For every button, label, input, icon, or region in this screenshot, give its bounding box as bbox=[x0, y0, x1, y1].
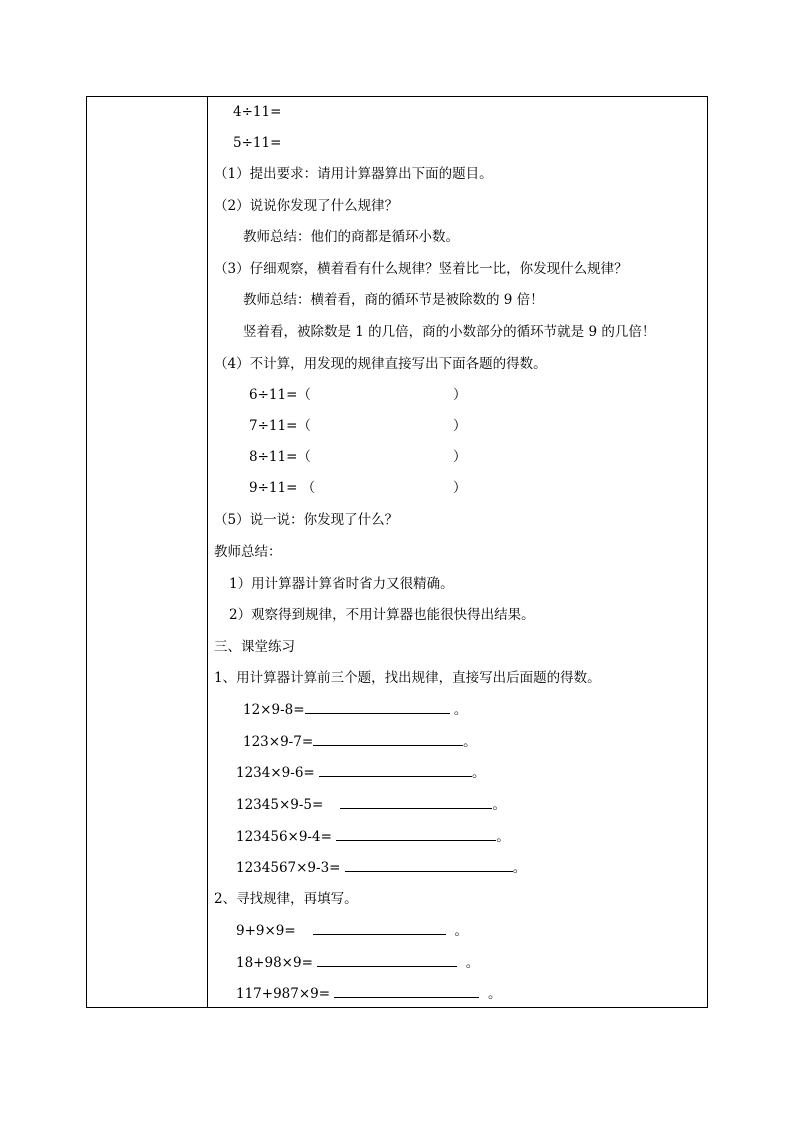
exercise-expression: 117+987×9= bbox=[236, 986, 331, 1002]
exercise-row bbox=[236, 828, 510, 846]
question-text: 6÷11=（ bbox=[249, 387, 311, 403]
text-line: （3）仔细观察，横着看有什么规律？竖着比一比，你发现什么规律？ bbox=[214, 261, 628, 277]
answer-row bbox=[249, 386, 311, 404]
answer-blank[interactable] bbox=[319, 764, 472, 777]
exercise-row bbox=[236, 859, 526, 877]
exercise-row bbox=[243, 733, 477, 751]
text-line: 2）观察得到规律，不用计算器也能很快得出结果。 bbox=[229, 607, 535, 623]
answer-blank[interactable] bbox=[313, 733, 463, 746]
exercise-row bbox=[236, 985, 501, 1003]
paren-close: ） bbox=[453, 480, 467, 496]
answer-blank[interactable] bbox=[336, 828, 496, 841]
text-line: （1）提出要求：请用计算器算出下面的题目。 bbox=[214, 166, 493, 182]
exercise-expression: 9+9×9= bbox=[236, 923, 296, 939]
exercise-expression: 1234567×9-3= bbox=[236, 860, 341, 876]
answer-blank[interactable] bbox=[317, 954, 457, 967]
exercise-row bbox=[236, 764, 486, 782]
answer-row bbox=[249, 448, 311, 466]
text-line: （4）不计算，用发现的规律直接写出下面各题的得数。 bbox=[214, 356, 547, 372]
column-divider bbox=[207, 96, 208, 1008]
exercise-expression: 123×9-7= bbox=[243, 734, 314, 750]
question-text: 9÷11= （ bbox=[249, 480, 316, 496]
exercise-end: 。 bbox=[512, 860, 527, 876]
exercise-end: 。 bbox=[496, 829, 510, 845]
section-heading: 三、课堂练习 bbox=[214, 639, 295, 655]
text-line: 竖着看，被除数是 1 的几倍，商的小数部分的循环节就是 9 的几倍！ bbox=[243, 324, 656, 340]
answer-blank[interactable] bbox=[340, 796, 492, 809]
exercise-expression: 123456×9-4= bbox=[236, 829, 332, 845]
exercise-end: 。 bbox=[463, 734, 477, 750]
question-text: 8÷11=（ bbox=[249, 449, 311, 465]
exercise-end: 。 bbox=[492, 797, 506, 813]
text-line: 2、寻找规律，再填写。 bbox=[214, 891, 358, 907]
text-line: 1、用计算器计算前三个题，找出规律，直接写出后面题的得数。 bbox=[214, 670, 601, 686]
exercise-end: 。 bbox=[454, 923, 468, 939]
paren-close: ） bbox=[453, 418, 467, 434]
exercise-end: 。 bbox=[487, 986, 502, 1002]
question-text: 7÷11=（ bbox=[249, 418, 311, 434]
exercise-end: 。 bbox=[465, 955, 480, 971]
exercise-end: 。 bbox=[472, 765, 486, 781]
answer-blank[interactable] bbox=[305, 701, 450, 714]
text-line: （5）说一说：你发现了什么？ bbox=[214, 512, 399, 528]
text-line: 教师总结：他们的商都是循环小数。 bbox=[243, 229, 459, 245]
text-line: 1）用计算器计算省时省力又很精确。 bbox=[229, 576, 454, 592]
text-line: （2）说说你发现了什么规律？ bbox=[214, 198, 399, 214]
text-line: 4÷11= bbox=[233, 104, 282, 120]
exercise-end: 。 bbox=[453, 702, 468, 718]
answer-blank[interactable] bbox=[345, 859, 513, 872]
exercise-expression: 12×9-8= bbox=[243, 702, 305, 718]
exercise-expression: 12345×9-5= bbox=[236, 797, 324, 813]
exercise-expression: 1234×9-6= bbox=[236, 765, 315, 781]
text-line: 5÷11= bbox=[233, 135, 282, 151]
answer-blank[interactable] bbox=[334, 985, 479, 998]
text-line: 教师总结： bbox=[214, 544, 282, 560]
exercise-row bbox=[236, 796, 506, 814]
exercise-expression: 18+98×9= bbox=[236, 955, 313, 971]
answer-row bbox=[249, 479, 315, 497]
exercise-row bbox=[243, 701, 467, 719]
text-line: 教师总结：横着看，商的循环节是被除数的 9 倍！ bbox=[243, 292, 544, 308]
answer-blank[interactable] bbox=[313, 922, 446, 935]
answer-row bbox=[249, 417, 311, 435]
paren-close: ） bbox=[453, 387, 467, 403]
exercise-row bbox=[236, 922, 468, 940]
paren-close: ） bbox=[453, 449, 467, 465]
exercise-row bbox=[236, 954, 479, 972]
